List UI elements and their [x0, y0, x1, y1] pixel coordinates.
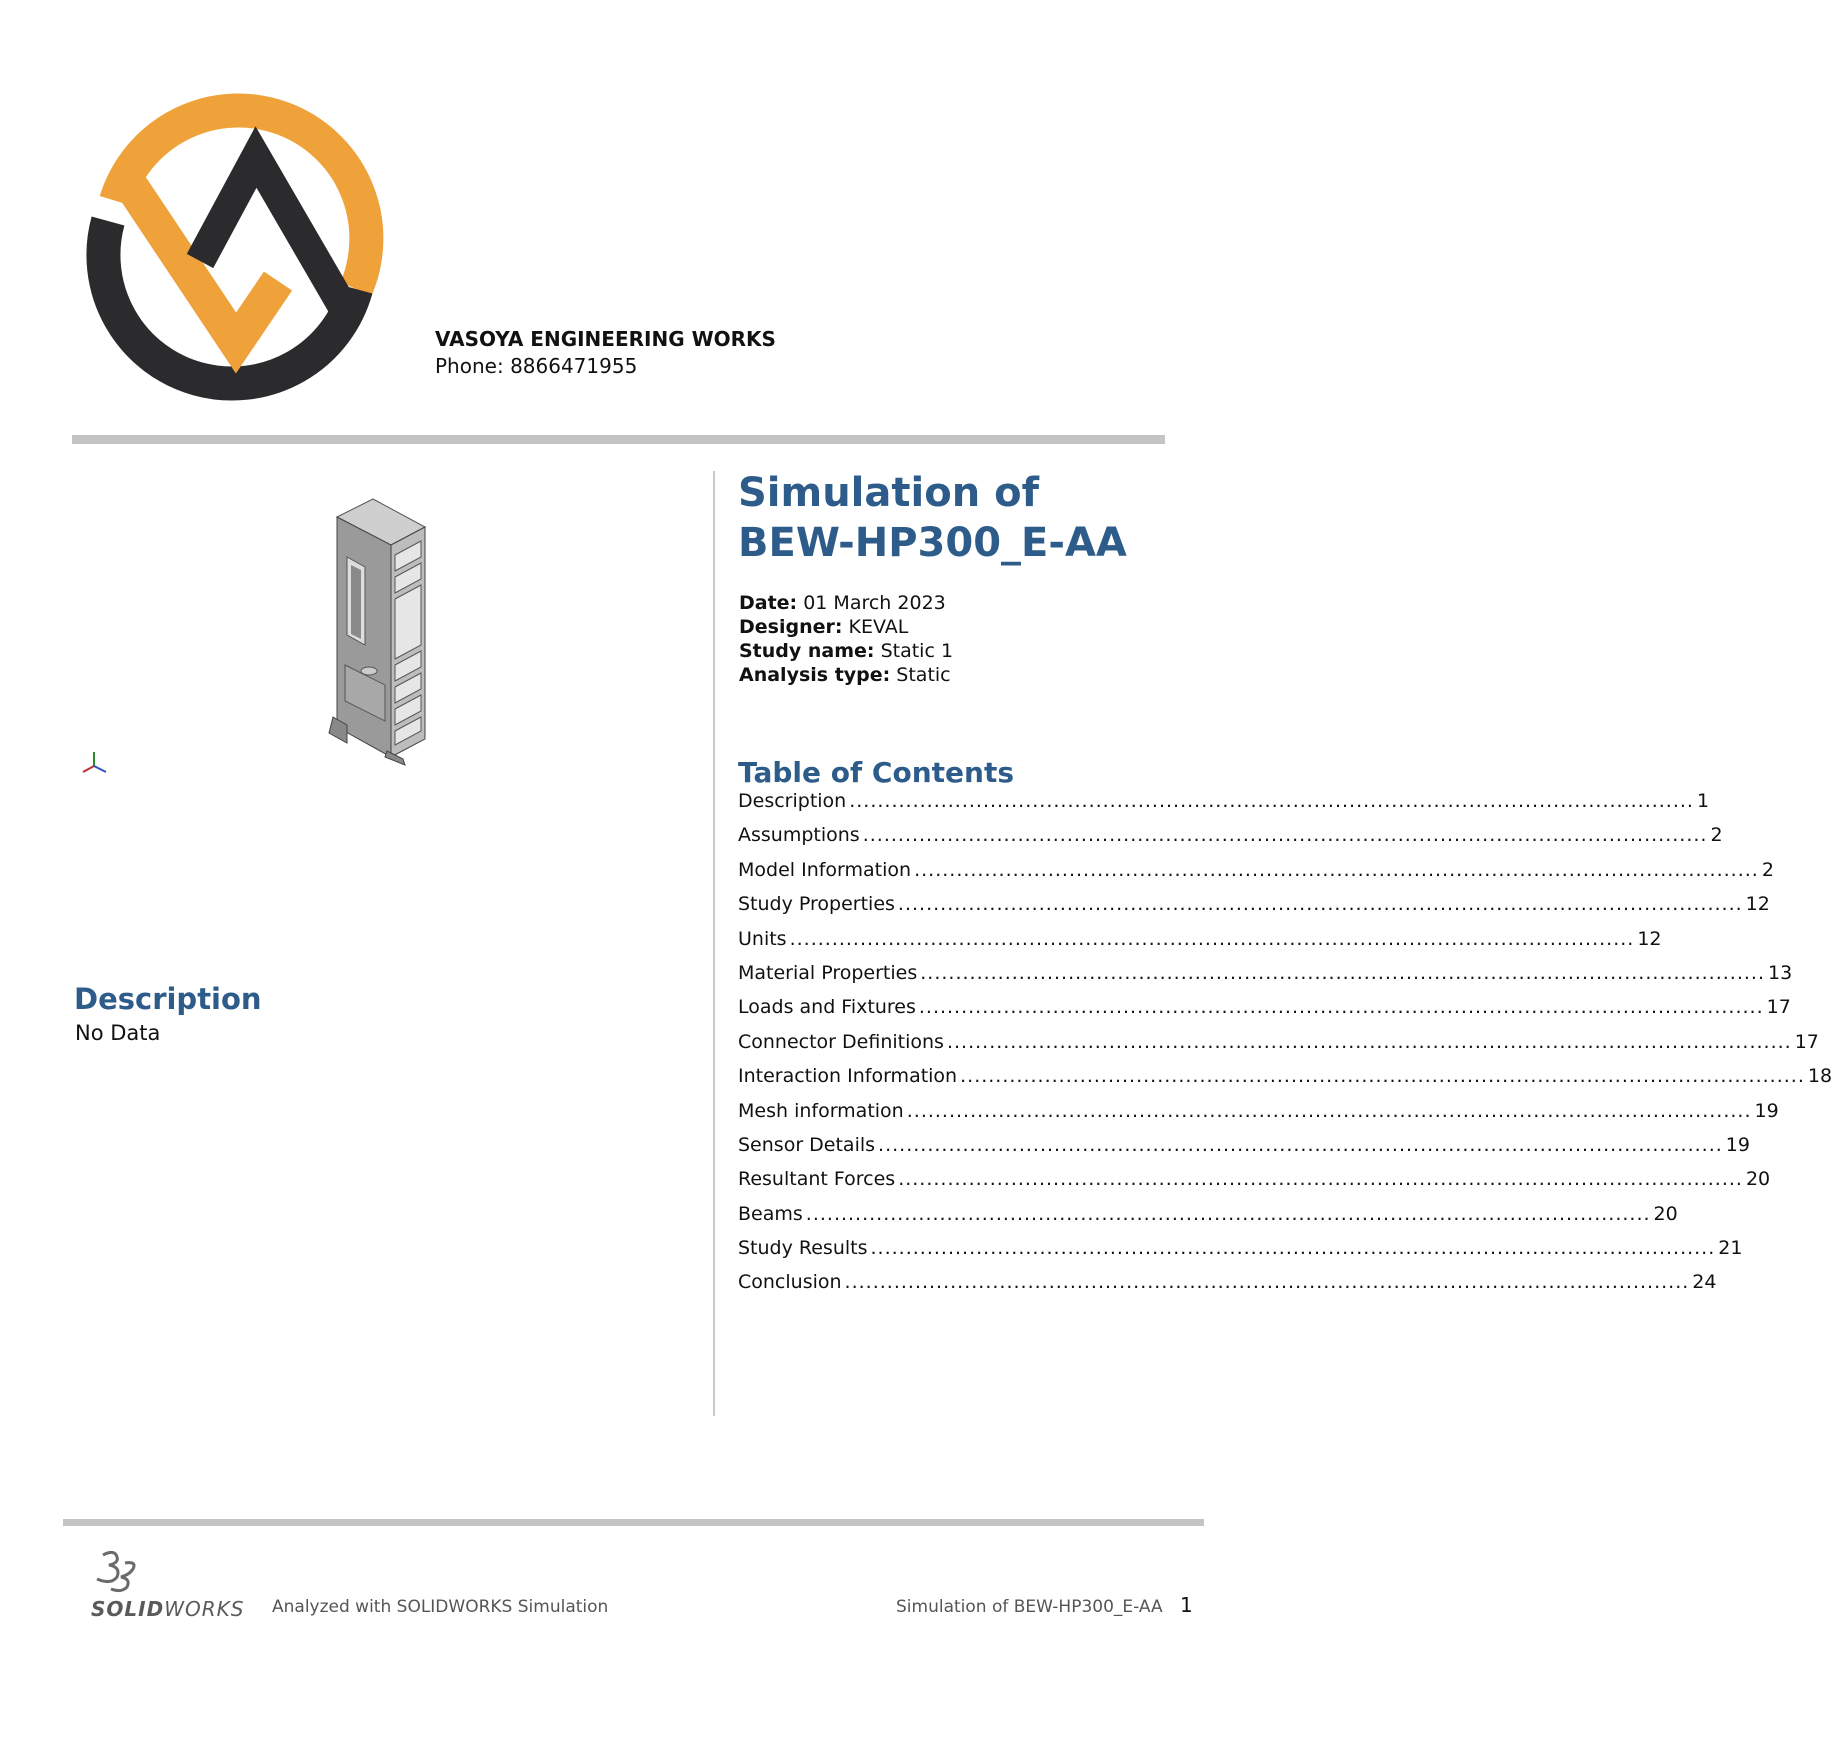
toc-item-page: 12 — [1637, 927, 1662, 950]
toc-item-page: 24 — [1692, 1271, 1717, 1294]
toc-item-label: Material Properties — [738, 961, 918, 984]
toc-item[interactable] — [738, 1065, 1832, 1099]
meta-label: Designer: — [739, 616, 843, 638]
brand-light: WORKS — [164, 1597, 245, 1621]
toc-item-label: Description — [738, 790, 847, 812]
toc-item-page: 20 — [1745, 1168, 1771, 1191]
toc-item-page: 17 — [1794, 1030, 1819, 1053]
toc-item-label: Study Results — [738, 1237, 868, 1260]
toc-item[interactable] — [738, 1030, 1819, 1065]
toc-item-page: 19 — [1725, 1133, 1750, 1156]
toc-item[interactable] — [738, 1271, 1717, 1305]
toc-item-label: Beams — [738, 1202, 803, 1225]
footer-report-title: Simulation of BEW-HP300_E-AA — [896, 1597, 1163, 1617]
toc-leader-dots: ........................................................................................................................ — [870, 1237, 1716, 1260]
toc-item-label: Resultant Forces — [738, 1168, 896, 1191]
toc-item-label: Study Properties — [738, 893, 895, 916]
toc-item-page: 1 — [1696, 790, 1710, 812]
model-thumbnail — [325, 495, 460, 767]
footer-analyzed-with: Analyzed with SOLIDWORKS Simulation — [272, 1597, 609, 1617]
meta-value: KEVAL — [848, 616, 909, 638]
toc-item-page: 21 — [1718, 1237, 1743, 1260]
toc-leader-dots: ........................................................................................................................ — [849, 790, 1694, 812]
toc-item-label: Connector Definitions — [738, 1030, 944, 1053]
toc-item-page: 20 — [1653, 1202, 1678, 1225]
meta-value: Static 1 — [880, 640, 954, 662]
toc-leader-dots: ........................................................................................................................ — [914, 858, 1759, 881]
toc-leader-dots: ........................................................................................................................ — [805, 1202, 1651, 1225]
toc-item-page: 17 — [1766, 996, 1791, 1019]
toc-item[interactable] — [738, 790, 1710, 824]
toc-item-label: Conclusion — [738, 1271, 842, 1294]
toc-leader-dots: ........................................................................................................................ — [898, 1168, 1743, 1191]
phone-label: Phone: — [435, 354, 504, 378]
toc-item[interactable] — [738, 961, 1793, 996]
table-of-contents — [738, 790, 1832, 1306]
page-number: 1 — [1180, 1593, 1193, 1617]
study-metadata — [739, 591, 953, 687]
toc-leader-dots: ........................................................................................................................ — [897, 893, 1743, 916]
meta-value: Static — [896, 664, 951, 686]
company-info — [435, 326, 776, 380]
toc-item[interactable] — [738, 996, 1791, 1030]
phone-number: 8866471955 — [510, 354, 638, 378]
toc-leader-dots: ........................................................................................................................ — [878, 1133, 1723, 1156]
toc-leader-dots: ........................................................................................................................ — [844, 1271, 1690, 1294]
axis-triad-icon — [80, 750, 108, 774]
footer-rule — [63, 1519, 1204, 1526]
toc-item[interactable] — [738, 927, 1662, 962]
meta-label: Analysis type: — [739, 664, 891, 686]
toc-leader-dots: ........................................................................................................................ — [862, 824, 1708, 847]
toc-item-label: Interaction Information — [738, 1065, 958, 1088]
toc-item[interactable] — [738, 1099, 1779, 1134]
header-rule — [72, 435, 1165, 444]
meta-value: 01 March 2023 — [803, 592, 946, 614]
toc-leader-dots: ........................................................................................................................ — [920, 961, 1765, 984]
meta-label: Study name: — [739, 640, 875, 662]
meta-analysis-type — [739, 663, 953, 687]
toc-item[interactable] — [738, 824, 1723, 858]
report-title: Simulation of BEW-HP300_E-AA — [738, 470, 1127, 566]
toc-item-page: 18 — [1807, 1065, 1832, 1088]
meta-designer — [739, 615, 953, 639]
toc-leader-dots: ........................................................................................................................ — [946, 1030, 1792, 1053]
toc-item[interactable] — [738, 1237, 1743, 1271]
toc-item-page: 13 — [1768, 961, 1793, 984]
toc-item[interactable] — [738, 1133, 1750, 1168]
meta-date — [739, 591, 953, 615]
description-heading: Description — [74, 982, 262, 1016]
toc-leader-dots: ........................................................................................................................ — [960, 1065, 1805, 1088]
toc-item-page: 19 — [1754, 1099, 1779, 1122]
toc-leader-dots: ........................................................................................................................ — [906, 1099, 1752, 1122]
column-divider — [713, 471, 715, 1416]
solidworks-wordmark — [91, 1597, 244, 1621]
meta-label: Date: — [739, 592, 798, 614]
toc-heading: Table of Contents — [738, 756, 1015, 789]
toc-item[interactable] — [738, 858, 1774, 893]
toc-leader-dots: ........................................................................................................................ — [918, 996, 1764, 1019]
toc-item-page: 2 — [1761, 858, 1774, 881]
toc-item-label: Loads and Fixtures — [738, 996, 916, 1019]
company-phone — [435, 353, 776, 380]
toc-item[interactable] — [738, 893, 1770, 927]
meta-study-name — [739, 639, 953, 663]
toc-item-label: Assumptions — [738, 824, 860, 847]
toc-leader-dots: ........................................................................................................................ — [789, 927, 1635, 950]
toc-item-label: Units — [738, 927, 787, 950]
toc-item-label: Mesh information — [738, 1099, 904, 1122]
brand-bold: SOLID — [91, 1597, 165, 1621]
toc-item-page: 12 — [1745, 893, 1770, 916]
description-text: No Data — [75, 1021, 161, 1045]
toc-item[interactable] — [738, 1168, 1771, 1202]
company-logo — [88, 93, 388, 393]
toc-item-label: Model Information — [738, 858, 912, 881]
toc-item-label: Sensor Details — [738, 1133, 876, 1156]
toc-item[interactable] — [738, 1202, 1678, 1237]
toc-item-page: 2 — [1710, 824, 1723, 847]
company-name: VASOYA ENGINEERING WORKS — [435, 327, 776, 351]
